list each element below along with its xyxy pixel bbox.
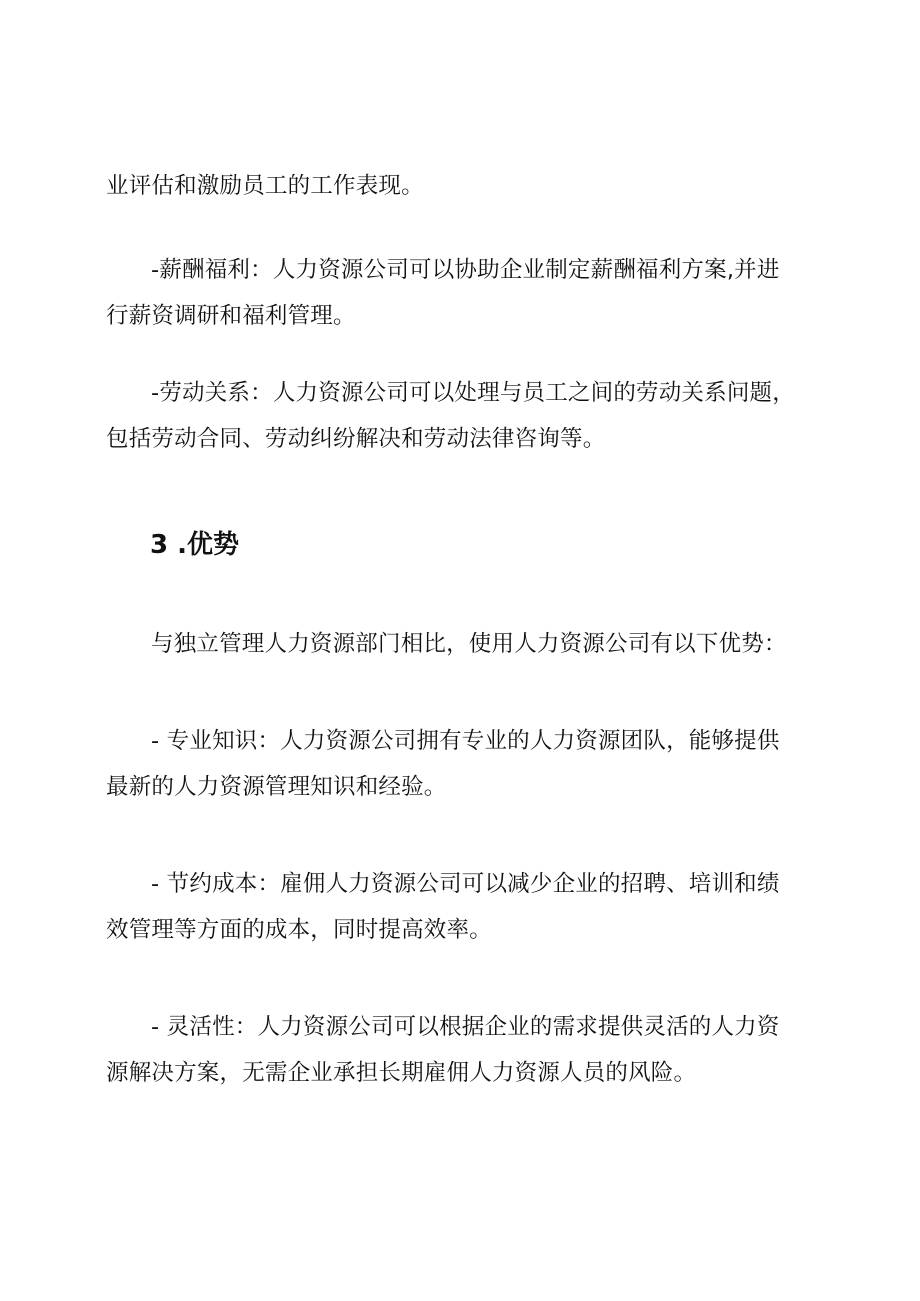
paragraph-labor-relations: -劳动关系：人力资源公司可以处理与员工之间的劳动关系问题，包括劳动合同、劳动纠纷解决和劳动法律咨询等。	[106, 380, 795, 452]
paragraph-cost-saving: - 节约成本：雇佣人力资源公司可以减少企业的招聘、培训和绩效管理等方面的成本，同时提高效率。	[106, 871, 780, 943]
paragraph-compensation: -薪酬福利：人力资源公司可以协助企业制定薪酬福利方案,并进行薪资调研和福利管理。	[106, 257, 780, 329]
paragraph-continuation: 业评估和激励员工的工作表现。	[106, 173, 424, 199]
paragraph-intro: 与独立管理人力资源部门相比，使用人力资源公司有以下优势：	[151, 631, 787, 657]
section-heading: 3 .优势	[150, 530, 240, 560]
paragraph-flexibility: - 灵活性：人力资源公司可以根据企业的需求提供灵活的人力资源解决方案，无需企业承担长期雇佣人力资源人员的风险。	[106, 1014, 780, 1086]
paragraph-expertise: - 专业知识：人力资源公司拥有专业的人力资源团队，能够提供最新的人力资源管理知识和经验。	[106, 728, 780, 800]
